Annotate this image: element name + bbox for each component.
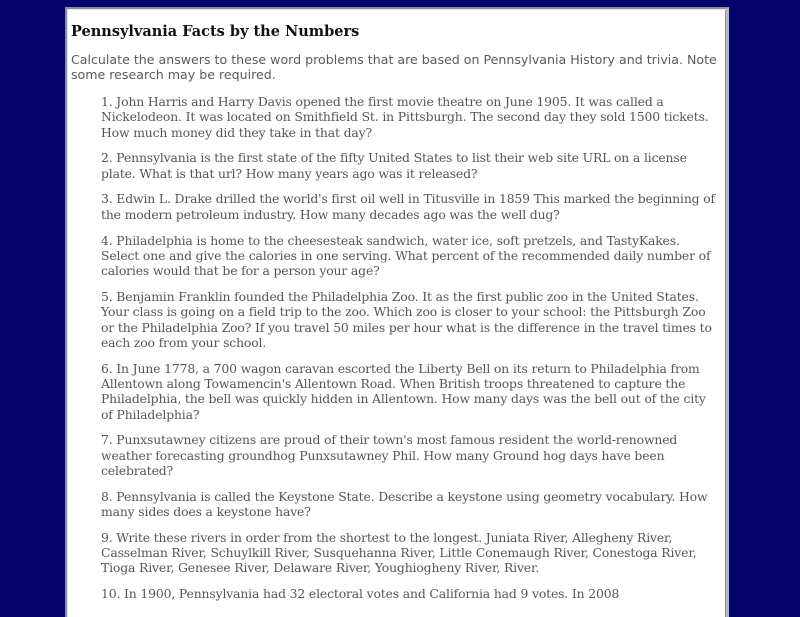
question-item-2: 2. Pennsylvania is the first state of the fifty United States to list their web site URL on a license plate. What is that url? How many years ago was it released? (101, 150, 687, 181)
question-item-5: 5. Benjamin Franklin founded the Philadelphia Zoo. It as the first public zoo in the United States. Your class is going on a field trip to the zoo. Which zoo is closer to your school: the Pittsburgh Zoo or the Philadelphia Zoo? If you travel 50 miles per hour what is the difference in the travel times to each zoo from your school. (101, 288, 712, 350)
question-list (101, 94, 721, 612)
question-item-7: 7. Punxsutawney citizens are proud of their town's most famous resident the world-renowned weather forecasting groundhog Punxsutawney Phil. How many Ground hog days have been celebrated? (101, 432, 678, 478)
question-item-3: 3. Edwin L. Drake drilled the world's first oil well in Titusville in 1859 This marked the beginning of the modern petroleum industry. How many decades ago was the well dug? (101, 191, 715, 222)
question-item-8: 8. Pennsylvania is called the Keystone State. Describe a keystone using geometry vocabulary. How many sides does a keystone have? (101, 488, 708, 520)
question-item-6: 6. In June 1778, a 700 wagon caravan escorted the Liberty Bell on its return to Philadelphia from Allentown along Towamencin's Allentown Road. When British troops threatened to capture the Philadelphia, the bell was quickly hidden in Allentown. How many days was the bell out of the city of Philadelphia? (101, 360, 706, 422)
question-item-9: 9. Write these rivers in order from the shortest to the longest. Juniata River, Allegheny River, Casselman River, Schuylkill River, Susquehanna River, Little Conemaugh River, Conestoga River, Tioga River, Genesee River, Delaware River, Youghiogheny River, River. (101, 529, 697, 576)
worksheet-panel (65, 7, 729, 617)
question-item-4: 4. Philadelphia is home to the cheesesteak sandwich, water ice, soft pretzels, and TastyKakes. Select one and give the calories in one serving. What percent of the recommended daily number of calories would that be for a person your age? (101, 232, 711, 279)
intro-text: Calculate the answers to these word problems that are based on Pennsylvania History and trivia. Note some research may be required. (71, 52, 717, 83)
question-item-10: 10. In 1900, Pennsylvania had 32 electoral votes and California had 9 votes. In 2008 (101, 586, 620, 602)
page-title: Pennsylvania Facts by the Numbers (71, 23, 360, 40)
question-item-1: 1. John Harris and Harry Davis opened the first movie theatre on June 1905. It was called a Nickelodeon. It was located on Smithfield St. in Pittsburgh. The second day they sold 1500 tickets. How much money did they take in that day? (101, 94, 709, 140)
